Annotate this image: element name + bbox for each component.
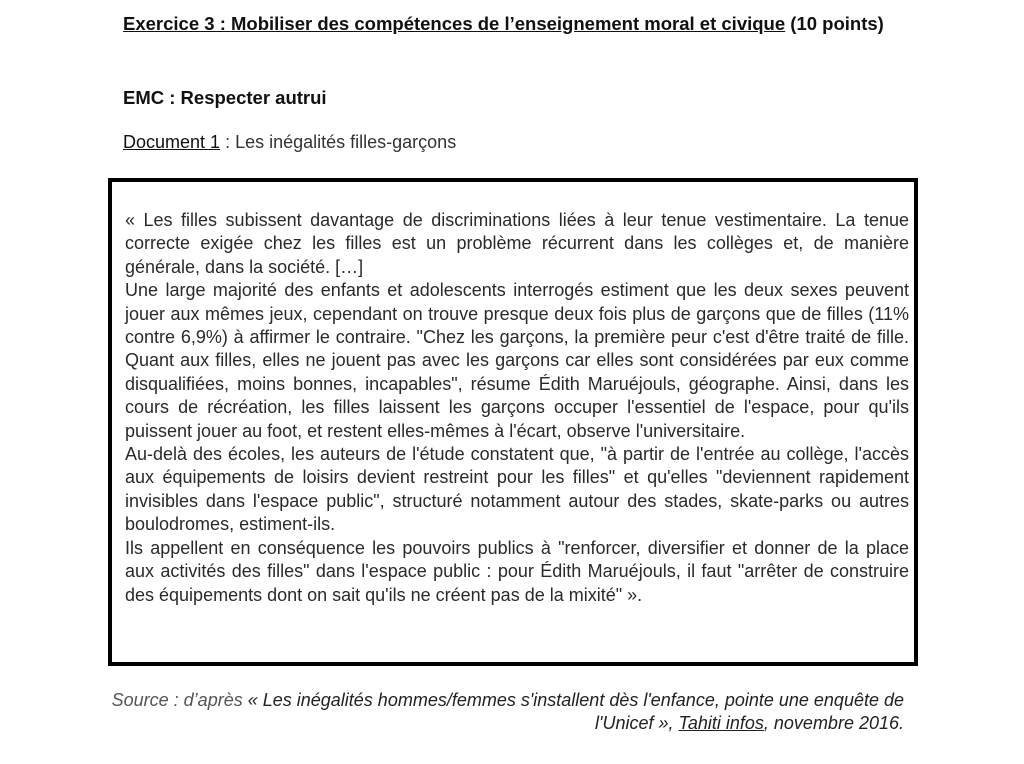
source-date: , novembre 2016. (763, 713, 904, 733)
exercise-title (123, 12, 913, 35)
quote-paragraph: Ils appellent en conséquence les pouvoirs publics à "renforcer, diversifier et donner de la place aux activités des filles" dans l'espace public : pour Édith Maruéjouls, il faut "arrêter de construire des équipements dont on sait qu'ils ne créent pas de la mixité" ». (125, 537, 909, 605)
quote-paragraph: « Les filles subissent davantage de discriminations liées à leur tenue vestimentaire. La tenue correcte exigée chez les filles est un problème récurrent dans les collèges et, de manière générale, dans la société. […] (125, 210, 909, 277)
quote-text (125, 209, 909, 607)
source-publication: Tahiti infos (678, 713, 764, 733)
exercise-points: (10 points) (785, 13, 884, 34)
source-prefix: Source : d’après (111, 690, 248, 710)
source-article: « Les inégalités hommes/femmes s'installent dès l'enfance, pointe une enquête de l'Unicef » (247, 690, 904, 733)
exercise-title-main: Exercice 3 : Mobiliser des compétences de l’enseignement moral et civique (123, 13, 786, 34)
section-title: EMC : Respecter autrui (123, 87, 327, 108)
quote-paragraph: Une large majorité des enfants et adolescents interrogés estiment que les deux sexes peuvent jouer aux mêmes jeux, cependant on trouve presque deux fois plus de garçons que de filles (11% contre 6,9%) à affirmer le contraire. "Chez les garçons, la première peur c'est d'être traité de fille. Quant aux filles, elles ne jouent pas avec les garçons car elles sont considérées par eux comme disqualifiées, moins bonnes, incapables", résume Édith Maruéjouls, géographe. Ainsi, dans les cours de récréation, les filles laissent les garçons occuper l'essentiel de l'espace, pour qu'ils puissent jouer au foot, et restent elles-mêmes à l'écart, observe l'universitaire. (125, 280, 909, 441)
document-title: Les inégalités filles-garçons (235, 132, 457, 152)
source-citation (108, 689, 904, 735)
quote-paragraph: Au-delà des écoles, les auteurs de l'étude constatent que, "à partir de l'entrée au collège, l'accès aux équipements de loisirs devient restreint pour les filles" et qu'elles "deviennent rapidement invisibles dans l'espace public", structuré notamment autour des stades, skate-parks ou autres boulodromes, estiment-ils. (125, 444, 909, 535)
source-comma: , (668, 713, 679, 733)
document-label: Document 1 (123, 132, 221, 152)
document-separator: : (220, 132, 236, 152)
document-caption (123, 131, 456, 154)
quote-box (108, 178, 918, 666)
